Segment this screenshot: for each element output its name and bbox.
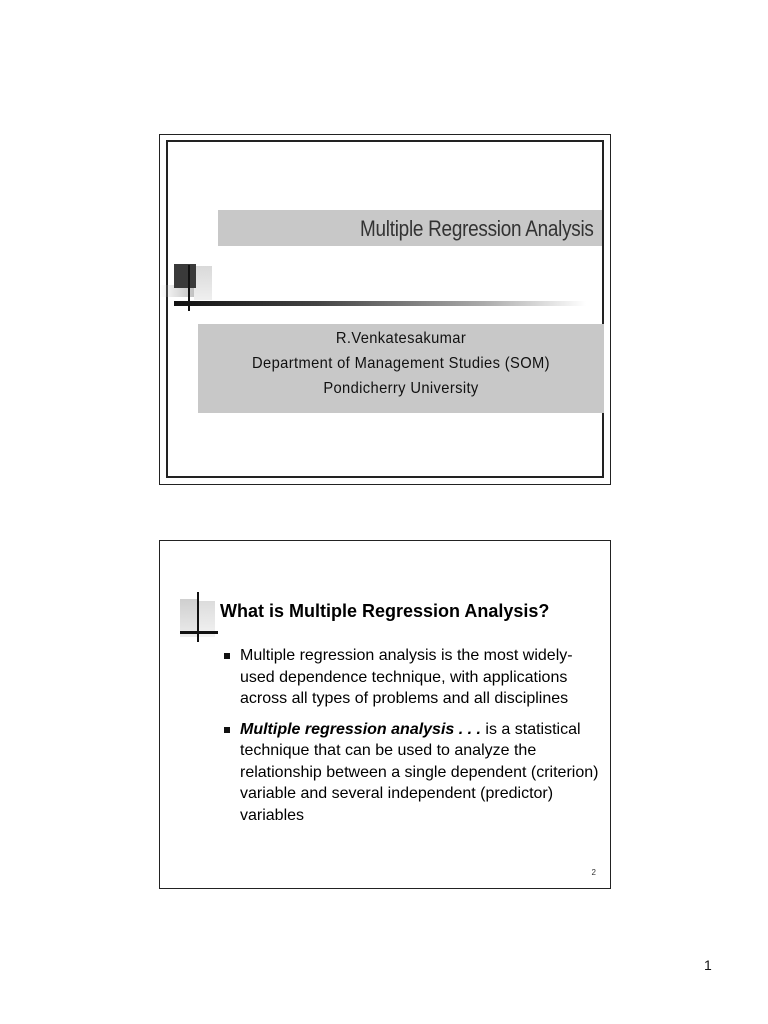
list-item bbox=[224, 719, 604, 827]
slide-2 bbox=[159, 540, 611, 889]
square-bullet-icon bbox=[224, 653, 230, 659]
decorative-horizontal-rule bbox=[174, 301, 586, 306]
bullet-text: Multiple regression analysis is the most widely-used dependence technique, with applications across all types of problems and all disciplines bbox=[240, 647, 573, 707]
square-bullet-icon bbox=[224, 727, 230, 733]
decorative-vertical-line bbox=[197, 592, 199, 642]
decorative-dark-square bbox=[174, 264, 196, 288]
decorative-horizontal-line bbox=[180, 631, 218, 634]
bullet-list bbox=[224, 645, 604, 835]
list-item bbox=[224, 645, 604, 710]
slide-number: 2 bbox=[591, 868, 596, 877]
title-band bbox=[218, 210, 602, 246]
author-name: R.Venkatesakumar bbox=[335, 330, 467, 347]
author-department: Department of Management Studies (SOM) bbox=[252, 355, 550, 372]
slide-1 bbox=[159, 134, 611, 485]
slide-1-title: Multiple Regression Analysis bbox=[360, 216, 594, 241]
page-number: 1 bbox=[704, 957, 712, 973]
author-university: Pondicherry University bbox=[323, 380, 479, 397]
author-band bbox=[198, 324, 604, 413]
slide-2-title: What is Multiple Regression Analysis? bbox=[220, 601, 550, 621]
bullet-emphasis: Multiple regression analysis . . . bbox=[240, 720, 481, 738]
bullet-text: is a statistical technique that can be used to analyze the relationship between a single dependent (criterion) variable and several independent (predictor) variables bbox=[240, 720, 599, 824]
slide-1-inner-frame bbox=[166, 140, 604, 478]
decorative-light-square bbox=[194, 266, 212, 300]
